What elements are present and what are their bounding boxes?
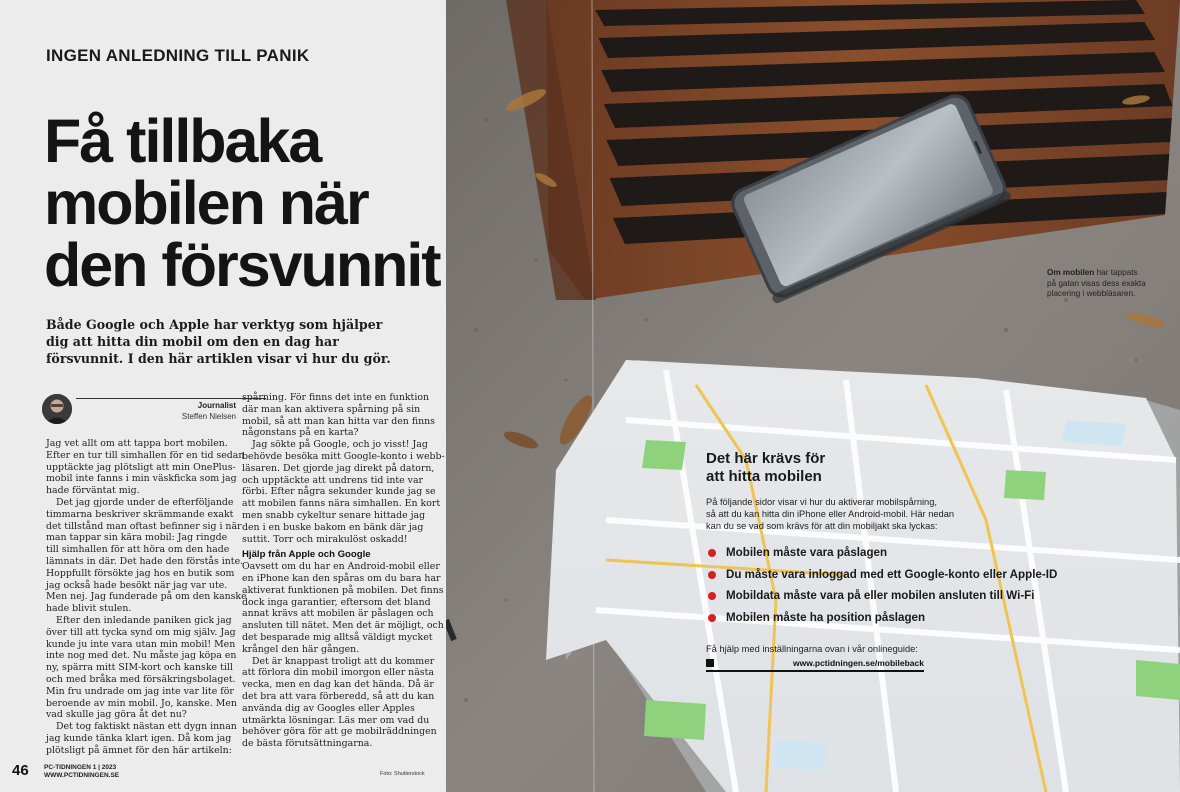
ingress-line: Både Google och Apple har verktyg som hjälper bbox=[46, 317, 383, 332]
body-line: Hoppfullt försökte jag hos en butik som bbox=[46, 567, 235, 579]
magazine-name: PC-TIDNINGEN 1 | 2023 bbox=[44, 764, 117, 771]
body-line: men snabb cykeltur senare hittade jag bbox=[242, 509, 426, 521]
body-line: Det tog faktiskt nästan ett dygn innan bbox=[56, 721, 237, 733]
body-line: hade förväntat mig. bbox=[46, 485, 140, 497]
box-title-line: Det här krävs för bbox=[706, 450, 826, 467]
body-line: till simhallen för att höra om den hade bbox=[46, 544, 230, 556]
body-line: vad skulle jag göra åt det nu? bbox=[46, 709, 187, 721]
body-line: där man kan aktivera spårning på sin bbox=[242, 403, 421, 415]
bullet-icon bbox=[708, 549, 716, 557]
body-line: ny, spärra mitt SIM-kort och kanske till bbox=[46, 662, 233, 674]
requirement-item bbox=[706, 611, 966, 633]
body-line: att förlora din mobil imorgon eller nästa bbox=[242, 667, 434, 679]
requirements-box bbox=[706, 450, 1058, 672]
help-text: Få hjälp med inställningarna ovan i vår onlineguide: bbox=[706, 644, 918, 654]
body-line: spårning. För finns det inte en funktion bbox=[242, 392, 430, 403]
body-line: inte nog med det. Nu måste jag köpa en bbox=[46, 650, 237, 662]
body-line: läsaren. Det gjorde jag direkt på datorn, bbox=[242, 462, 435, 474]
body-line: Jag vet allt om att tappa bort mobilen. bbox=[46, 438, 228, 449]
bullet-icon bbox=[708, 592, 716, 600]
body-line: de bästa förutsättningarna. bbox=[242, 738, 373, 750]
body-line: utmärkta lösningar. Läs mer om vad du bbox=[242, 714, 430, 726]
box-title-line: att hitta mobilen bbox=[706, 468, 822, 485]
body-line: Efter en tur till simhallen för en tid sedan bbox=[46, 449, 245, 461]
guide-url[interactable]: www.pctidningen.se/mobileback bbox=[793, 658, 924, 668]
body-column-2 bbox=[242, 392, 445, 750]
bullet-icon bbox=[708, 571, 716, 579]
requirement-text: Mobilen måste ha position påslagen bbox=[726, 610, 926, 624]
author-avatar bbox=[42, 394, 72, 424]
body-line: att mobilen fanns nära simhallen. En kort bbox=[242, 498, 441, 510]
body-line: Jag sökte på Google, och jo visst! Jag bbox=[252, 439, 428, 451]
left-page bbox=[0, 0, 446, 792]
body-line: det bra att vara förberedd, så att du kan bbox=[242, 690, 435, 702]
guide-link-bar[interactable] bbox=[706, 658, 924, 672]
box-intro-line: kan du se vad som krävs för att din mobiljakt ska lyckas: bbox=[706, 521, 938, 531]
body-line: aktiverat funktionen på mobilen. Det finns bbox=[242, 584, 444, 596]
requirement-text: Mobildata måste vara på eller mobilen ansluten till Wi-Fi bbox=[726, 589, 1035, 602]
body-line: Efter den inledande paniken gick jag bbox=[56, 614, 232, 626]
body-line: förbi. Efter några sekunder kunde jag se bbox=[242, 486, 436, 498]
page-number: 46 bbox=[12, 762, 29, 779]
body-line: krångel den här gången. bbox=[242, 643, 360, 655]
requirement-text: Mobilen måste vara påslagen bbox=[726, 546, 888, 559]
body-line: över till att tycka synd om mig själv. Jag bbox=[46, 626, 236, 638]
byline bbox=[42, 392, 236, 430]
body-line: mobil inte fanns i min väskficka som jag bbox=[46, 473, 237, 485]
ingress-line: dig att hitta din mobil om den en dag har bbox=[46, 334, 339, 349]
caption-lead: Om mobilen bbox=[1047, 268, 1095, 277]
body-line: använda dig av Googles eller Apples bbox=[242, 702, 415, 714]
ingress-line: försvunnit. I den här artiklen visar vi hur du gör. bbox=[46, 351, 391, 366]
requirement-item bbox=[706, 589, 1035, 611]
box-intro-line: På följande sidor visar vi hur du aktiverar mobilspårning, bbox=[706, 497, 937, 507]
box-intro bbox=[706, 496, 966, 532]
body-line: ansluten till nätet. Men det är möjligt, och bbox=[242, 620, 444, 632]
body-line: behöver göra för att ge mobilräddningen bbox=[242, 726, 437, 738]
column-subheading: Hjälp från Apple och Google bbox=[242, 549, 371, 561]
requirement-item bbox=[706, 546, 966, 568]
body-line: den i en buske bakom en bänk där jag bbox=[242, 521, 424, 533]
body-line: upptäckte jag plötsligt att min OnePlus- bbox=[46, 461, 236, 473]
body-line: vecka, men en dag kan det hända. Då är bbox=[242, 679, 434, 691]
photo-caption bbox=[1047, 268, 1175, 300]
body-line: behövde besöka mitt Google-konto i webb- bbox=[242, 450, 445, 462]
kicker: INGEN ANLEDNING TILL PANIK bbox=[46, 46, 310, 65]
link-marker-icon bbox=[706, 659, 714, 667]
body-line: plötsligt på ämnet för den här artikeln: bbox=[46, 744, 232, 756]
requirement-item bbox=[706, 567, 1058, 590]
body-column-1 bbox=[46, 438, 247, 757]
body-line: mobil, så att man kan hitta var den finns bbox=[242, 415, 435, 427]
body-line: Det är knappast troligt att du kommer bbox=[252, 655, 435, 667]
byline-name: Steffen Nielsen bbox=[181, 412, 236, 421]
body-line: någonstans på en karta? bbox=[242, 427, 359, 439]
body-line: annat krävs att mobilen är påslagen och bbox=[242, 608, 434, 620]
body-line: timmarna beskriver skrämmande exakt bbox=[46, 508, 234, 520]
photo-credit: Foto: Shutterstock bbox=[380, 771, 425, 777]
body-line: en iPhone kan den spåras om du bara har bbox=[242, 572, 441, 584]
caption-line-3: placering i webbläsaren. bbox=[1047, 289, 1136, 298]
ingress bbox=[46, 316, 391, 367]
body-line: det besparade mig alltså väldigt mycket bbox=[242, 631, 433, 643]
body-line: beroende av min mobil. Jo, kanske. Men bbox=[46, 697, 237, 709]
body-line: Min fru undrade om jag inte var lite för bbox=[46, 685, 234, 697]
requirements-list bbox=[706, 546, 1058, 632]
headline-line: den försvunnit bbox=[44, 231, 440, 299]
hero-photo bbox=[446, 0, 1180, 792]
byline-rule bbox=[76, 398, 266, 399]
magazine-website: WWW.PCTIDNINGEN.SE bbox=[44, 772, 120, 779]
body-line: Oavsett om du har en Android-mobil eller bbox=[242, 561, 440, 573]
headline-line: Få tillbaka bbox=[44, 107, 321, 175]
body-line: jag också hade besökt när jag var ute. bbox=[46, 579, 228, 591]
body-line: det tillstånd man oftast befinner sig i när bbox=[46, 520, 242, 532]
body-line: man tappar sin kära mobil: Jag ringde bbox=[46, 532, 228, 544]
body-line: suttit. Torr och mirakulöst oskadd! bbox=[242, 533, 408, 545]
body-line: och upptäckte att undrens tid inte var bbox=[242, 474, 424, 486]
body-line: hade blivit stulen. bbox=[46, 603, 132, 615]
body-line: dock inga garantier, eftersom det bland bbox=[242, 596, 431, 608]
caption-rest: har tappats bbox=[1096, 268, 1138, 277]
box-intro-line: så att du kan hitta din iPhone eller Android-mobil. Här nedan bbox=[706, 509, 955, 519]
body-line: lämnats in där. Det hade den förstås inte. bbox=[46, 555, 244, 567]
box-title bbox=[706, 450, 966, 486]
body-line: och med bråka med försäkringsbolaget. bbox=[46, 673, 236, 685]
caption-line-1 bbox=[1047, 268, 1175, 279]
body-line: Det jag gjorde under de efterföljande bbox=[56, 496, 234, 508]
caption-line-2: på gatan visas dess exakta bbox=[1047, 278, 1146, 288]
requirement-text: Du måste vara inloggad med ett Google-konto eller Apple-ID bbox=[726, 567, 1058, 581]
byline-role: Journalist bbox=[197, 401, 236, 410]
headline bbox=[44, 107, 440, 299]
body-line: Men nej. Jag funderade på om den kanske bbox=[46, 591, 247, 603]
bullet-icon bbox=[708, 614, 716, 622]
body-line: kunde ju inte vara utan min mobil! Men bbox=[46, 638, 236, 650]
headline-line: mobilen när bbox=[44, 169, 368, 237]
body-line: jag kunde tänka klart igen. Då kom jag bbox=[46, 732, 232, 744]
magazine-footer bbox=[44, 764, 119, 780]
